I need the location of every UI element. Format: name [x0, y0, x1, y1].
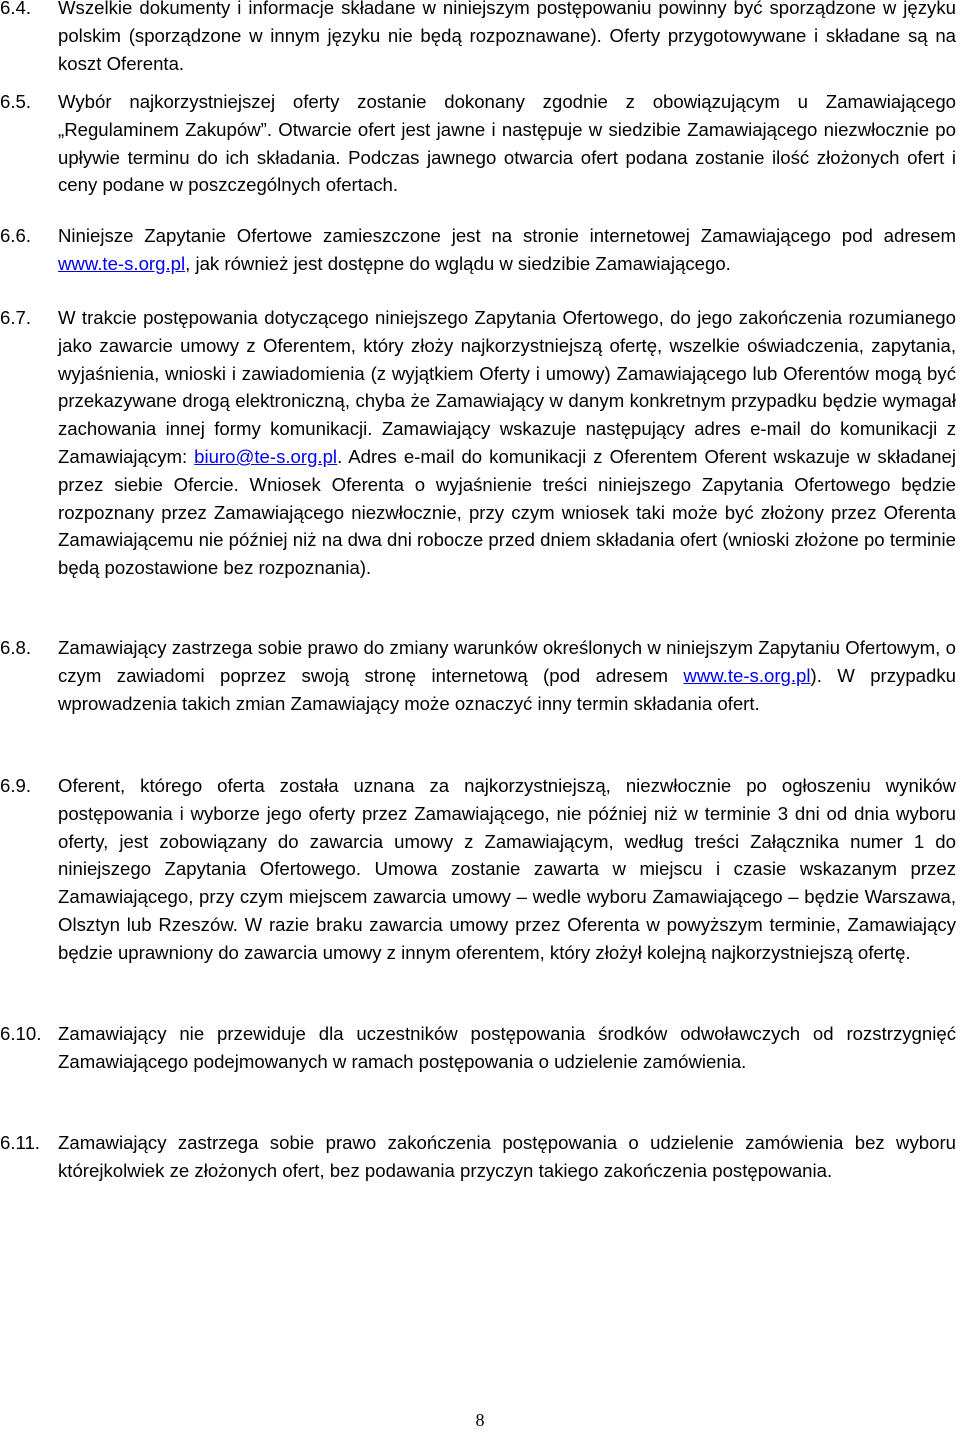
- section-number: 6.7.: [0, 307, 32, 328]
- section-number: 6.8.: [0, 637, 32, 658]
- section-text: [58, 634, 956, 717]
- section-text: Wszelkie dokumenty i informacje składane w niniejszym postępowaniu powinny być sporządzone w języku polskim (sporządzone w innym języku nie będą rozpoznawane). Oferty przygotowywane i składane są na koszt Oferenta.: [58, 0, 956, 74]
- section-6-11: [0, 1129, 956, 1185]
- website-link[interactable]: www.te-s.org.pl: [58, 252, 186, 274]
- section-text: [58, 222, 956, 278]
- section-text-part: W trakcie postępowania dotyczącego niniejszego Zapytania Ofertowego, do jego zakończenia rozumianego jako zawarcie umowy z Oferentem, który złoży najkorzystniejszą ofertę, wszelkie oświadczenia, zapytania, wyjaśnienia, wnioski i zawiadomienia (z wyjątkiem Oferty i umowy) Zamawiającego lub Oferentów mogą być przekazywane drogą elektroniczną, chyba że Zamawiający w danym konkretnym przypadku będzie wymagał zachowania innej formy komunikacji. Zamawiający wskazuje następujący adres e-mail do komunikacji z Zamawiającym:: [58, 307, 956, 467]
- website-link[interactable]: www.te-s.org.pl: [683, 664, 811, 686]
- section-text-part: . Adres e-mail do komunikacji z Oferentem Oferent wskazuje w składanej przez siebie Ofercie. Wniosek Oferenta o wyjaśnienie treści niniejszego Zapytania Ofertowego będzie rozpoznany przez Zamawiającego niezwłocznie, przy czym wniosek taki może być złożony przez Oferenta Zamawiającemu nie później niż na dwa dni robocze przed dniem składania ofert (wnioski złożone po terminie będą pozostawione bez rozpoznania).: [58, 445, 956, 579]
- section-text-part: Niniejsze Zapytanie Ofertowe zamieszczone jest na stronie internetowej Zamawiającego pod adresem: [58, 225, 956, 246]
- section-text-part: ). W przypadku wprowadzenia takich zmian Zamawiający może oznaczyć inny termin składania ofert.: [58, 664, 956, 714]
- section-6-10: [0, 1020, 956, 1076]
- section-6-6: [0, 222, 956, 278]
- section-text: Oferent, którego oferta została uznana za najkorzystniejszą, niezwłocznie po ogłoszeniu wyników postępowania i wyborze jego oferty przez Zamawiającego, nie później niż w terminie 3 dni od dnia wyboru oferty, jest zobowiązany do zawarcia umowy z Zamawiającym, według treści Załącznika numer 1 do niniejszego Zapytania Ofertowego. Umowa zostanie zawarta w miejscu i czasie wskazanym przez Zamawiającego, przy czym miejscem zawarcia umowy – wedle wyboru Zamawiającego – będzie Warszawa, Olsztyn lub Rzeszów. W razie braku zawarcia umowy przez Oferenta w powyższym terminie, Zamawiający będzie uprawniony do zawarcia umowy z innym oferentem, który złożył kolejną najkorzystniejszą ofertę.: [58, 775, 956, 963]
- section-6-8: [0, 634, 956, 717]
- email-link[interactable]: biuro@te-s.org.pl: [194, 445, 338, 467]
- section-number: 6.5.: [0, 91, 32, 112]
- section-6-4: [0, 0, 956, 77]
- section-text: Zamawiający zastrzega sobie prawo zakończenia postępowania o udzielenie zamówienia bez wyboru którejkolwiek ze złożonych ofert, bez podawania przyczyn takiego zakończenia postępowania.: [58, 1132, 956, 1181]
- section-text-part: , jak również jest dostępne do wglądu w siedzibie Zamawiającego.: [185, 252, 731, 274]
- page-number: 8: [475, 1410, 485, 1430]
- section-6-5: [0, 88, 956, 199]
- section-number: 6.6.: [0, 225, 32, 246]
- section-text: Zamawiający nie przewiduje dla uczestników postępowania środków odwoławczych od rozstrzygnięć Zamawiającego podejmowanych w ramach postępowania o udzielenie zamówienia.: [58, 1023, 956, 1072]
- section-number: 6.4.: [0, 0, 32, 18]
- section-number: 6.9.: [0, 775, 32, 796]
- section-text: Wybór najkorzystniejszej oferty zostanie dokonany zgodnie z obowiązującym u Zamawiającego „Regulaminem Zakupów”. Otwarcie ofert jest jawne i następuje w siedzibie Zamawiającego niezwłocznie po upływie terminu do ich składania. Podczas jawnego otwarcia ofert podana zostanie ilość złożonych ofert i ceny podane w poszczególnych ofertach.: [58, 91, 956, 196]
- section-text: [58, 304, 956, 582]
- section-6-9: [0, 772, 956, 967]
- section-number: 6.11.: [0, 1132, 40, 1153]
- section-number: 6.10.: [0, 1023, 42, 1044]
- section-6-7: [0, 304, 956, 582]
- section-text-part: Zamawiający zastrzega sobie prawo do zmiany warunków określonych w niniejszym Zapytaniu Ofertowym, o czym zawiadomi poprzez swoją stronę internetową (pod adresem: [58, 637, 956, 686]
